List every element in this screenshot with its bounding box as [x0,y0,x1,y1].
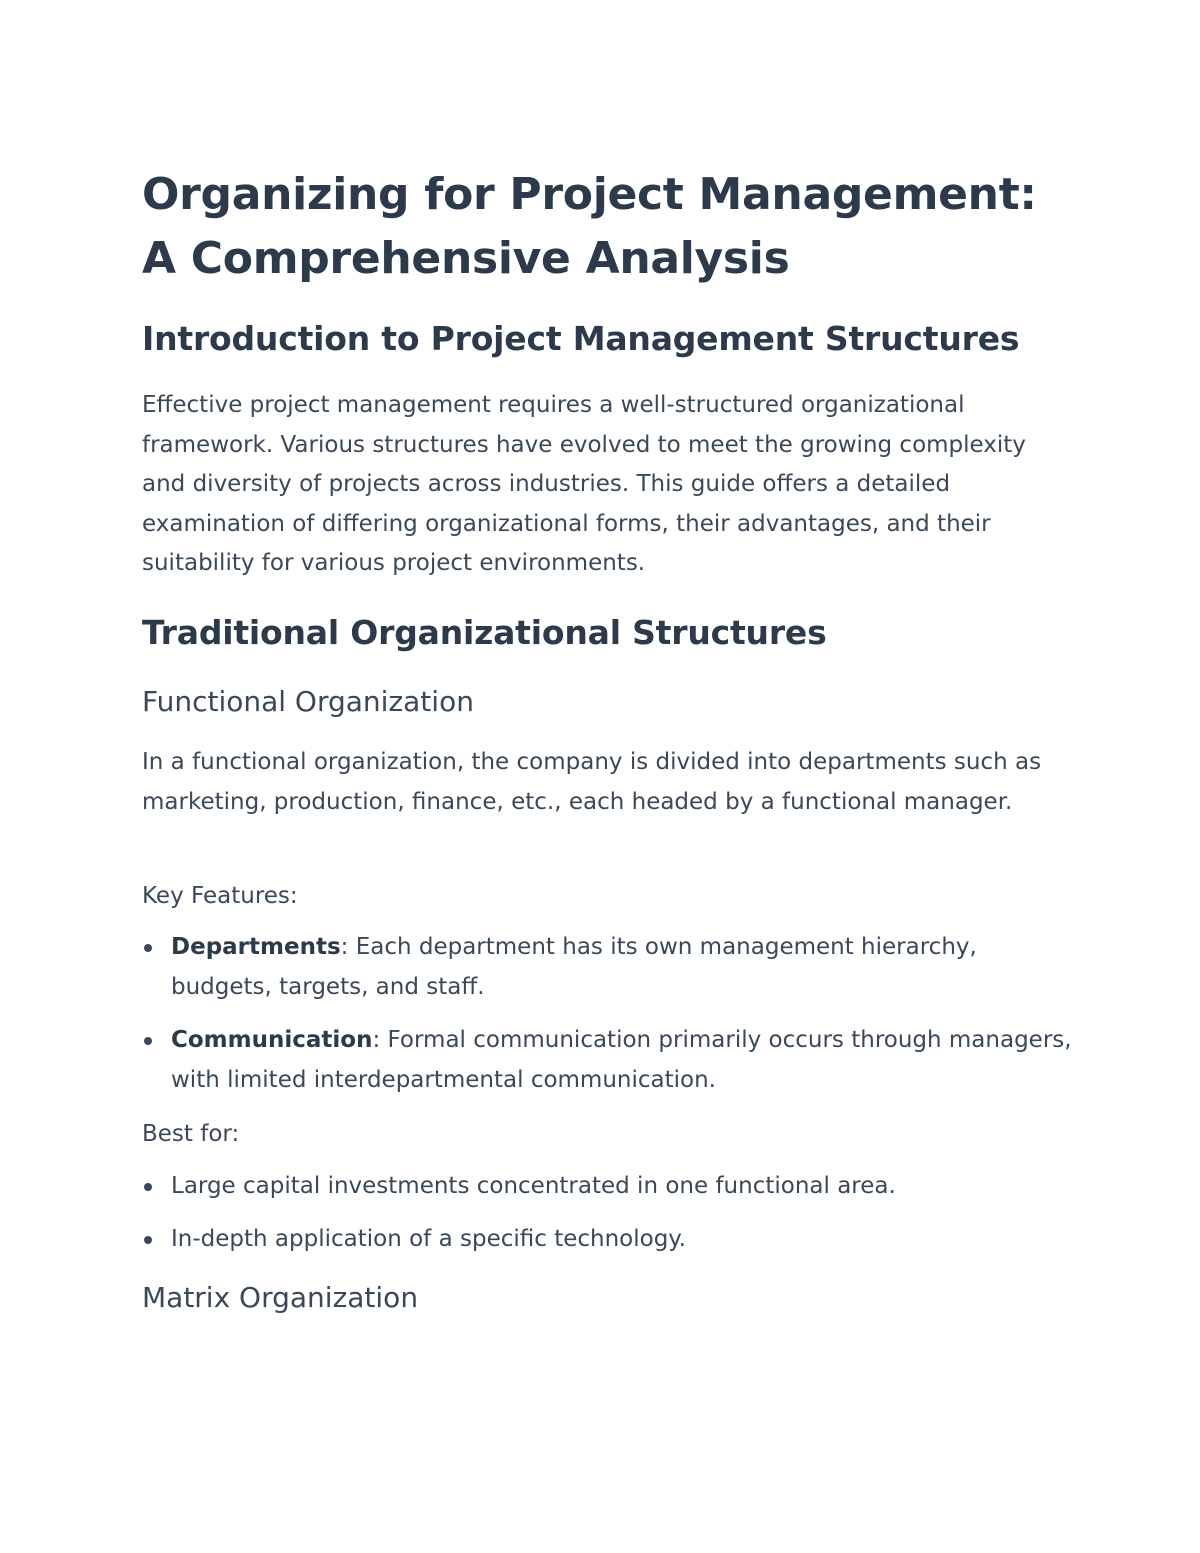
bullet-icon [144,944,152,952]
list-item [142,928,1072,1007]
list-item [142,1021,1072,1100]
introduction-paragraph: Effective project management requires a well-structured organizational framework. Various structures have evolved to meet the growing complexity and diversity of projects across industries. This guide offers a detailed examination of differing organizational forms, their advantages, and their suitability for various project environments. [142,392,1026,576]
key-features-list [142,928,1072,1100]
bullet-icon [144,1037,152,1045]
feature-text: : Formal communication primarily occurs through managers, with limited interdepartmental communication. [171,1027,1072,1093]
section-heading-traditional-structures: Traditional Organizational Structures [142,613,827,652]
feature-term: Communication [171,1027,373,1053]
bullet-icon [144,1236,152,1244]
section-heading-introduction: Introduction to Project Management Structures [142,319,1020,358]
feature-text: : Each department has its own management hierarchy, budgets, targets, and staff. [171,934,977,1000]
subsection-heading-matrix-organization: Matrix Organization [142,1281,419,1314]
best-for-list [142,1167,1072,1259]
list-item [142,1220,1072,1260]
best-for-item-text: Large capital investments concentrated in one functional area. [171,1173,896,1199]
bullet-icon [144,1183,152,1191]
feature-term: Departments [171,934,341,960]
best-for-label: Best for: [142,1121,240,1147]
functional-organization-paragraph: In a functional organization, the company is divided into departments such as marketing, production, finance, etc., each headed by a functional manager. [142,749,1042,815]
list-item [142,1167,1072,1207]
best-for-item-text: In-depth application of a specific technology. [171,1225,686,1252]
document-title: Organizing for Project Management: A Comprehensive Analysis [142,169,1037,284]
subsection-heading-functional-organization: Functional Organization [142,685,474,718]
key-features-label: Key Features: [142,883,298,909]
